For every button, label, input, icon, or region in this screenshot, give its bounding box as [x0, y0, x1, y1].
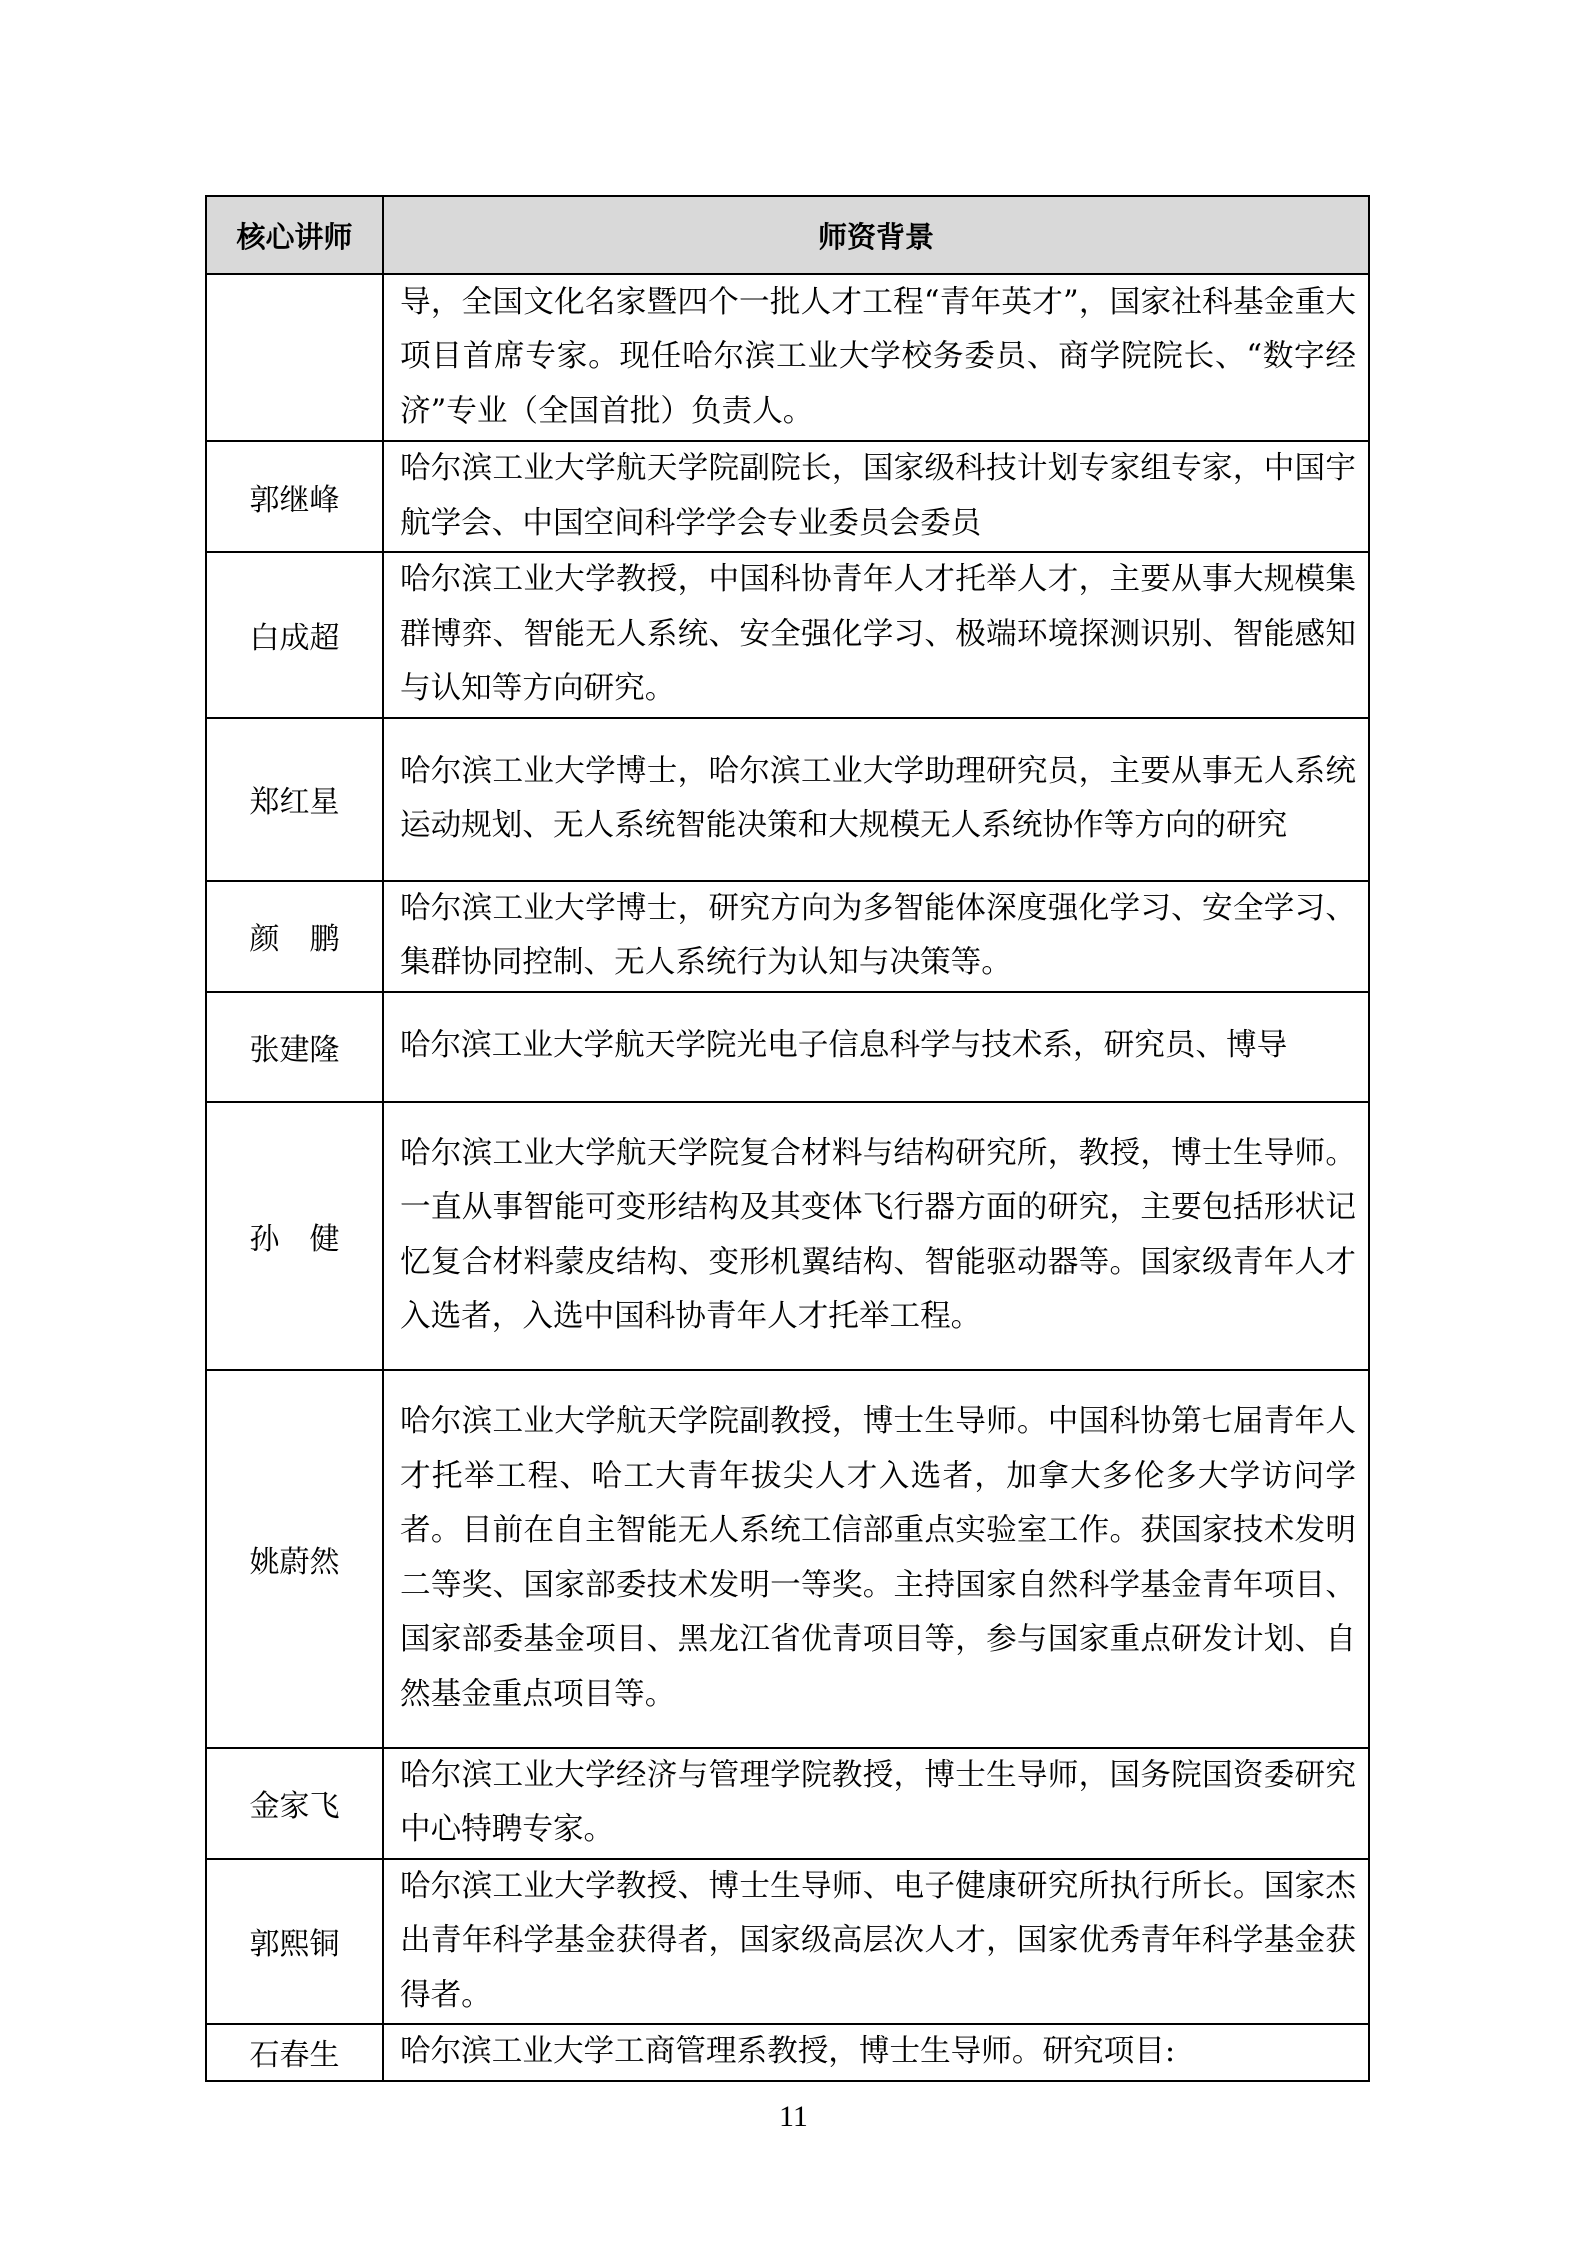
table-row	[206, 1370, 1369, 1748]
table-row	[206, 1859, 1369, 2025]
page-number: 11	[779, 2100, 808, 2133]
lecturer-name: 石春生	[206, 2024, 383, 2081]
lecturer-name: 孙 健	[206, 1102, 383, 1370]
table-row	[206, 552, 1369, 718]
lecturer-bio: 导，全国文化名家暨四个一批人才工程“青年英才”，国家社科基金重大项目首席专家。现任哈尔滨工业大学校务委员、商学院院长、“数字经济”专业（全国首批）负责人。	[383, 274, 1369, 441]
lecturer-name: 白成超	[206, 552, 383, 718]
lecturer-bio: 哈尔滨工业大学博士，研究方向为多智能体深度强化学习、安全学习、集群协同控制、无人系统行为认知与决策等。	[383, 881, 1369, 992]
lecturer-bio: 哈尔滨工业大学教授，中国科协青年人才托举人才，主要从事大规模集群博弈、智能无人系统、安全强化学习、极端环境探测识别、智能感知与认知等方向研究。	[383, 552, 1369, 718]
lecturer-bio: 哈尔滨工业大学航天学院复合材料与结构研究所，教授，博士生导师。一直从事智能可变形结构及其变体飞行器方面的研究，主要包括形状记忆复合材料蒙皮结构、变形机翼结构、智能驱动器等。国家级青年人才入选者，入选中国科协青年人才托举工程。	[383, 1102, 1369, 1370]
faculty-table	[205, 195, 1370, 2082]
lecturer-bio: 哈尔滨工业大学航天学院副院长，国家级科技计划专家组专家，中国宇航学会、中国空间科学学会专业委员会委员	[383, 441, 1369, 552]
header-background: 师资背景	[383, 196, 1369, 274]
table-row	[206, 1102, 1369, 1370]
lecturer-name: 郑红星	[206, 718, 383, 881]
lecturer-bio: 哈尔滨工业大学工商管理系教授，博士生导师。研究项目:	[383, 2024, 1369, 2081]
table-row	[206, 1748, 1369, 1859]
lecturer-name: 郭熙铜	[206, 1859, 383, 2025]
lecturer-bio: 哈尔滨工业大学博士，哈尔滨工业大学助理研究员，主要从事无人系统运动规划、无人系统智能决策和大规模无人系统协作等方向的研究	[383, 718, 1369, 881]
lecturer-name: 颜 鹏	[206, 881, 383, 992]
table-row	[206, 881, 1369, 992]
table-header-row	[206, 196, 1369, 274]
lecturer-bio: 哈尔滨工业大学经济与管理学院教授，博士生导师，国务院国资委研究中心特聘专家。	[383, 1748, 1369, 1859]
table-row	[206, 274, 1369, 441]
lecturer-name: 张建隆	[206, 992, 383, 1102]
table-row	[206, 441, 1369, 552]
lecturer-name	[206, 274, 383, 441]
table-row	[206, 992, 1369, 1102]
lecturer-name: 金家飞	[206, 1748, 383, 1859]
header-lecturer: 核心讲师	[206, 196, 383, 274]
table-row	[206, 718, 1369, 881]
lecturer-bio: 哈尔滨工业大学航天学院光电子信息科学与技术系，研究员、博导	[383, 992, 1369, 1102]
lecturer-name: 姚蔚然	[206, 1370, 383, 1748]
lecturer-name: 郭继峰	[206, 441, 383, 552]
lecturer-bio: 哈尔滨工业大学航天学院副教授，博士生导师。中国科协第七届青年人才托举工程、哈工大青年拔尖人才入选者，加拿大多伦多大学访问学者。目前在自主智能无人系统工信部重点实验室工作。获国家技术发明二等奖、国家部委技术发明一等奖。主持国家自然科学基金青年项目、国家部委基金项目、黑龙江省优青项目等，参与国家重点研发计划、自然基金重点项目等。	[383, 1370, 1369, 1748]
table-row	[206, 2024, 1369, 2081]
lecturer-bio: 哈尔滨工业大学教授、博士生导师、电子健康研究所执行所长。国家杰出青年科学基金获得者，国家级高层次人才，国家优秀青年科学基金获得者。	[383, 1859, 1369, 2025]
